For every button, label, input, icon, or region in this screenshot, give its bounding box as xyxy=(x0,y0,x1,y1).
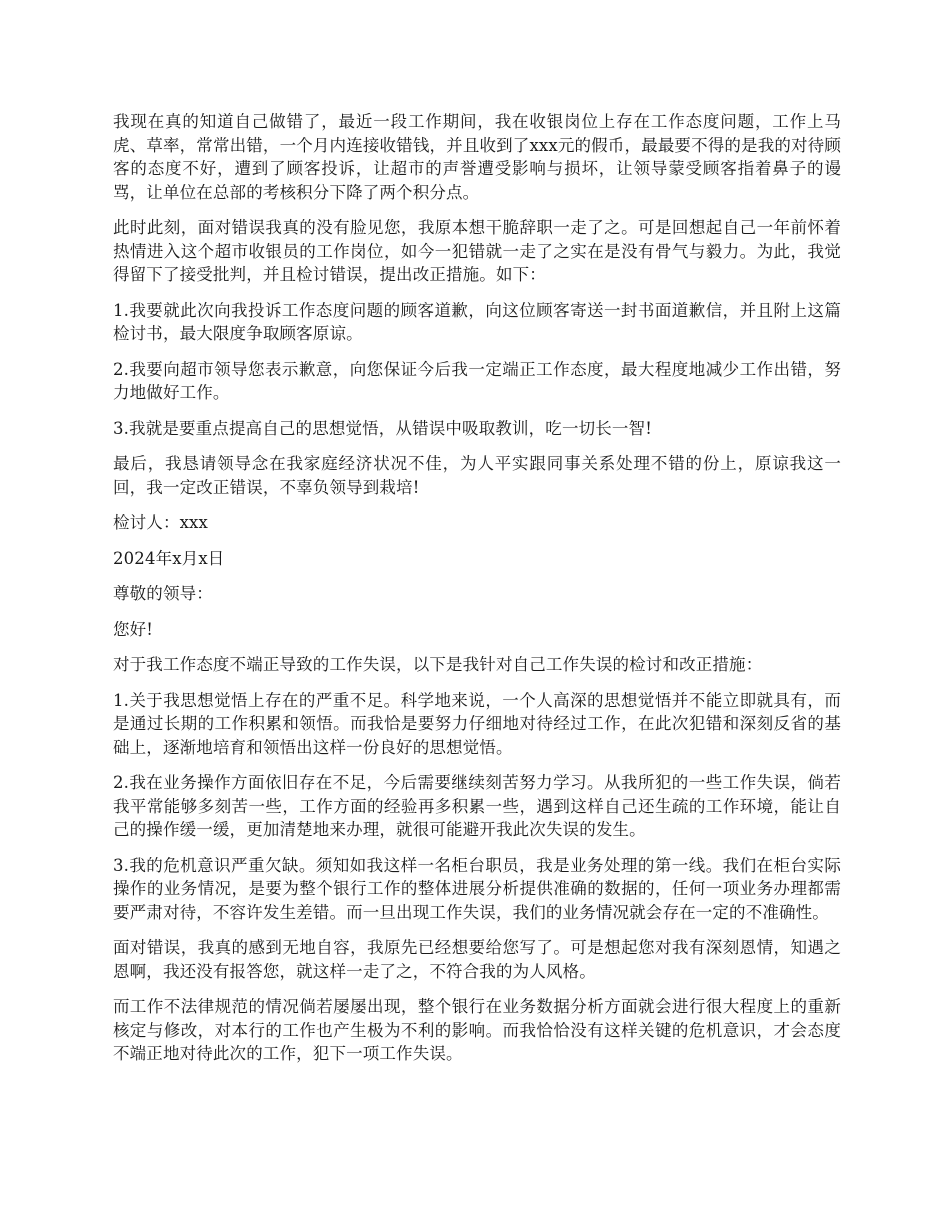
list-item: 1.关于我思想觉悟上存在的严重不足。科学地来说，一个人高深的思想觉悟并不能立即就具有，而是通过长期的工作积累和领悟。而我恰是要努力仔细地对待经过工作，在此次犯错和深刻反省的基础上，逐渐地培育和领悟出这样一份良好的思想觉悟。 xyxy=(113,690,841,757)
signature-line: 检讨人：xxx xyxy=(113,513,208,532)
greeting: 您好! xyxy=(113,619,154,639)
list-item: 3.我就是要重点提高自己的思想觉悟，从错误中吸取教训，吃一切长一智! xyxy=(113,418,652,438)
salutation: 尊敬的领导： xyxy=(113,584,213,603)
list-item: 3.我的危机意识严重欠缺。须知如我这样一名柜台职员，我是业务处理的第一线。我们在柜台实际操作的业务情况，是要为整个银行工作的整体进展分析提供准确的数据的，任何一项业务办理都需要严肃对待，不容许发生差错。而一旦出现工作失误，我们的业务情况就会存在一定的不准确性。 xyxy=(113,855,841,922)
list-item: 1.我要就此次向我投诉工作态度问题的顾客道歉，向这位顾客寄送一封书面道歉信，并且附上这篇检讨书，最大限度争取顾客原谅。 xyxy=(113,300,841,343)
list-item: 2.我要向超市领导您表示歉意，向您保证今后我一定端正工作态度，最大程度地减少工作出错，努力地做好工作。 xyxy=(113,359,841,402)
paragraph: 最后，我恳请领导念在我家庭经济状况不佳，为人平实跟同事关系处理不错的份上，原谅我这一回，我一定改正错误，不辜负领导到栽培! xyxy=(113,454,841,497)
paragraph: 此时此刻，面对错误我真的没有脸见您，我原本想干脆辞职一走了之。可是回想起自己一年前怀着热情进入这个超市收银员的工作岗位，如今一犯错就一走了之实在是没有骨气与毅力。为此，我觉得留下了接受批判，并且检讨错误，提出改正措施。如下： xyxy=(113,218,841,284)
list-item: 2.我在业务操作方面依旧存在不足，今后需要继续刻苦努力学习。从我所犯的一些工作失误，倘若我平常能够多刻苦一些，工作方面的经验再多积累一些，遇到这样自己还生疏的工作环境，能让自己的操作缓一缓，更加清楚地来办理，就很可能避开我此次失误的发生。 xyxy=(113,773,841,839)
paragraph: 面对错误，我真的感到无地自容，我原先已经想要给您写了。可是想起您对我有深刻恩情，知遇之恩啊，我还没有报答您，就这样一走了之，不符合我的为人风格。 xyxy=(113,938,841,981)
document-page xyxy=(113,110,841,1078)
paragraph: 我现在真的知道自己做错了，最近一段工作期间，我在收银岗位上存在工作态度问题，工作上马虎、草率，常常出错，一个月内连接收错钱，并且收到了xxx元的假币，最最要不得的是我的对待顾客的态度不好，遭到了顾客投诉，让超市的声誉遭受影响与损坏，让领导蒙受顾客指着鼻子的谩骂，让单位在总部的考核积分下降了两个积分点。 xyxy=(113,112,841,202)
paragraph: 对于我工作态度不端正导致的工作失误，以下是我针对自己工作失误的检讨和改正措施： xyxy=(113,655,763,674)
date-line: 2024年x月x日 xyxy=(113,548,225,568)
paragraph: 而工作不法律规范的情况倘若屡屡出现，整个银行在业务数据分析方面就会进行很大程度上的重新核定与修改，对本行的工作也产生极为不利的影响。而我恰恰没有这样关键的危机意识，才会态度不端正地对待此次的工作，犯下一项工作失误。 xyxy=(113,997,841,1063)
